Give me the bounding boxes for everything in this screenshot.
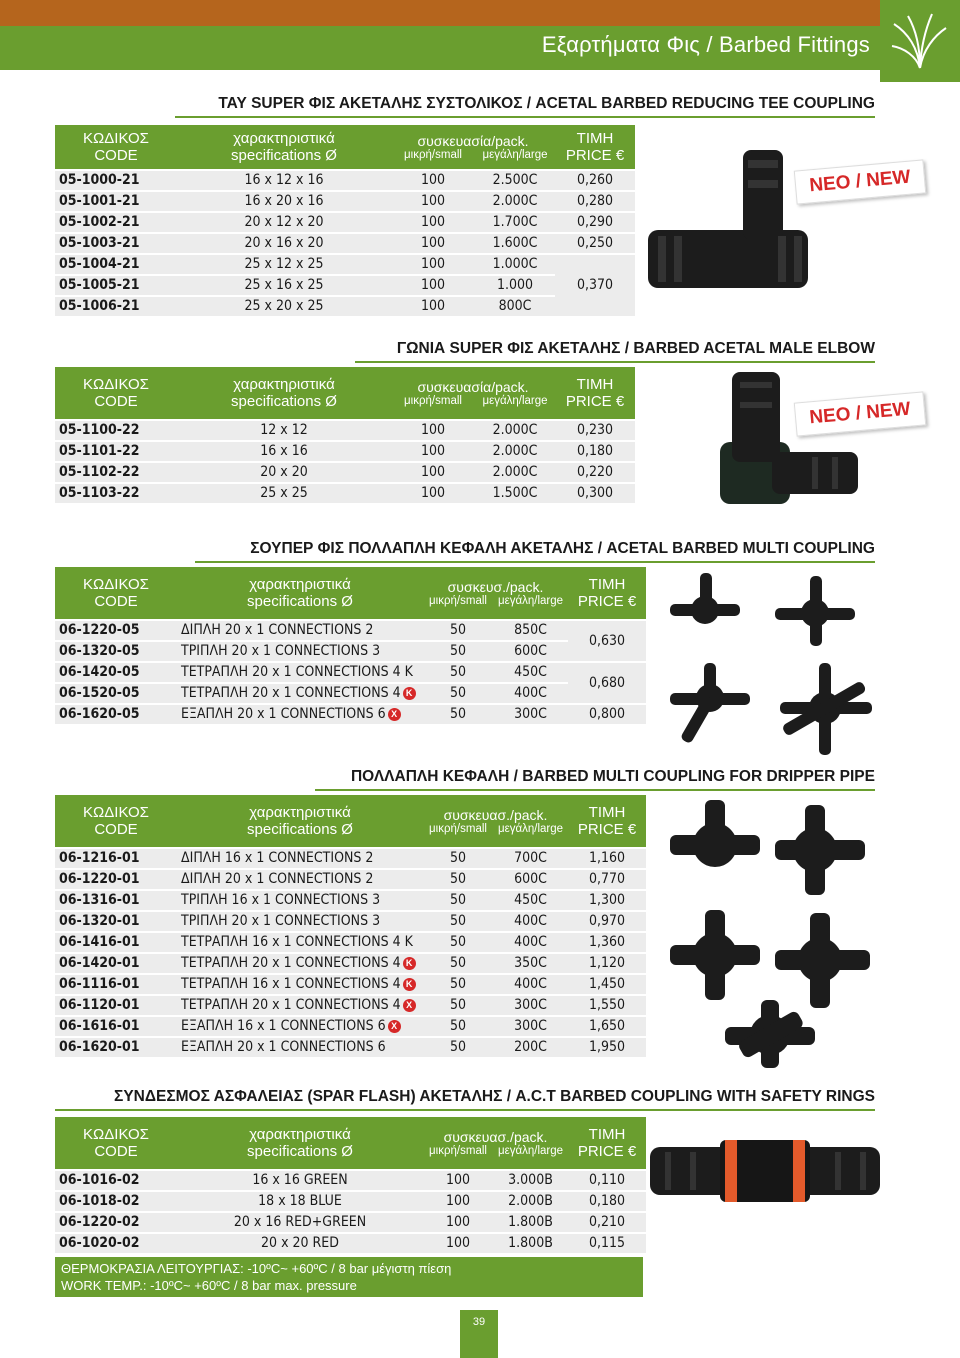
table-row: 06-1420-05 ΤΕΤΡΑΠΛΗ 20 x 1 CONNECTIONS 4 Κ 50 450C 0,680	[55, 663, 646, 682]
table-header-row	[55, 795, 646, 847]
table-row: 06-1116-01 ΤΕΤΡΑΠΛΗ 16 x 1 CONNECTIONS 4 K 50 400C 1,450	[55, 975, 646, 994]
section-title: ΓΩΝΙΑ SUPER ΦΙΣ ΑΚΕΤΑΛΗΣ / BARBED ACETAL MALE ELBOW	[396, 340, 875, 357]
table-row: 05-1101-22 16 x 16 100 2.000C 0,180	[55, 442, 635, 461]
safety-ring-coupling-image	[650, 1122, 890, 1217]
header-code: ΚΩΔΙΚΟΣ CODE	[55, 795, 177, 847]
section-title: ΤΑΥ SUPER ΦΙΣ ΑΚΕΤΑΛΗΣ ΣΥΣΤΟΛΙΚΟΣ / ACETAL BARBED REDUCING TEE COUPLING	[218, 95, 875, 112]
section-rule	[55, 1109, 875, 1111]
brand-logo	[880, 0, 960, 82]
header-spec: χαρακτηριστικά specifications Ø	[177, 795, 423, 847]
section-rule	[195, 561, 875, 563]
header-price: ΤΙΜΗ PRICE €	[568, 1117, 646, 1169]
header-spec: χαρακτηριστικά specifications Ø	[177, 567, 423, 619]
header-price: ΤΙΜΗ PRICE €	[555, 125, 635, 169]
header-pack: συσκευασ./pack. μικρή/small μεγάλη/large	[423, 1117, 568, 1169]
section-title: ΠΟΛΛΑΠΛΗ ΚΕΦΑΛΗ / BARBED MULTI COUPLING FOR DRIPPER PIPE	[350, 768, 875, 785]
table-row: 06-1620-05 ΕΞΑΠΛΗ 20 x 1 CONNECTIONS 6 X 50 300C 0,800	[55, 705, 646, 724]
table-row: 06-1316-01 ΤΡΙΠΛΗ 16 x 1 CONNECTIONS 3 50 450C 1,300	[55, 891, 646, 910]
table-row: 06-1220-01 ΔΙΠΛΗ 20 x 1 CONNECTIONS 2 50 600C 0,770	[55, 870, 646, 889]
product-table	[55, 793, 646, 1059]
operating-conditions-note	[55, 1257, 643, 1297]
table-row: 05-1005-21 25 x 16 x 25 100 1.000	[55, 276, 635, 295]
table-row: 06-1420-01 ΤΕΤΡΑΠΛΗ 20 x 1 CONNECTIONS 4 K 50 350C 1,120	[55, 954, 646, 973]
note-line-greek: ΘΕΡΜΟΚΡΑΣΙΑ ΛΕΙΤΟΥΡΓΙΑΣ: -10ºC~ +60ºC / 8 bar μέγιστη πίεση	[61, 1261, 452, 1276]
table-row: 06-1120-01 ΤΕΤΡΑΠΛΗ 20 x 1 CONNECTIONS 4 X 50 300C 1,550	[55, 996, 646, 1015]
k-badge-icon: K	[403, 978, 416, 991]
table-row: 05-1103-22 25 x 25 100 1.500C 0,300	[55, 484, 635, 503]
table-row: 06-1018-02 18 x 18 BLUE 100 2.000B 0,180	[55, 1192, 646, 1211]
header-spec: χαρακτηριστικά specifications Ø	[177, 125, 391, 169]
product-table	[55, 123, 635, 318]
k-badge-icon: K	[403, 957, 416, 970]
table-row: 06-1416-01 ΤΕΤΡΑΠΛΗ 16 x 1 CONNECTIONS 4 Κ 50 400C 1,360	[55, 933, 646, 952]
page-number: 39	[460, 1310, 498, 1358]
table-row: 05-1006-21 25 x 20 x 25 100 800C	[55, 297, 635, 316]
table-row: 05-1004-21 25 x 12 x 25 100 1.000C 0,370	[55, 255, 635, 274]
section-rule	[175, 116, 875, 118]
title-bar	[0, 26, 880, 70]
section-title: ΣΟΥΠΕΡ ΦΙΣ ΠΟΛΛΑΠΛΗ ΚΕΦΑΛΗ ΑΚΕΤΑΛΗΣ / ACETAL BARBED MULTI COUPLING	[250, 540, 875, 557]
header-spec: χαρακτηριστικά specifications Ø	[177, 367, 391, 419]
table-row: 05-1003-21 20 x 16 x 20 100 1.600C 0,250	[55, 234, 635, 253]
header-price: ΤΙΜΗ PRICE €	[568, 795, 646, 847]
table-row: 06-1016-02 16 x 16 GREEN 100 3.000B 0,110	[55, 1171, 646, 1190]
table-header-row	[55, 125, 635, 169]
top-brown-bar	[0, 0, 880, 26]
header-price: ΤΙΜΗ PRICE €	[568, 567, 646, 619]
table-row: 05-1100-22 12 x 12 100 2.000C 0,230	[55, 421, 635, 440]
table-row: 06-1620-01 ΕΞΑΠΛΗ 20 x 1 CONNECTIONS 6 50 200C 1,950	[55, 1038, 646, 1057]
section-rule	[315, 789, 875, 791]
table-row: 05-1102-22 20 x 20 100 2.000C 0,220	[55, 463, 635, 482]
product-table	[55, 365, 635, 505]
table-header-row	[55, 1117, 646, 1169]
section-rule	[355, 361, 875, 363]
page-title: Εξαρτήματα Φις / Barbed Fittings	[541, 32, 870, 57]
x-badge-icon: X	[403, 999, 416, 1012]
header-price: ΤΙΜΗ PRICE €	[555, 367, 635, 419]
grass-logo-icon	[888, 8, 952, 72]
table-row: 06-1020-02 20 x 20 RED 100 1.800B 0,115	[55, 1234, 646, 1253]
table-row: 06-1616-01 ΕΞΑΠΛΗ 16 x 1 CONNECTIONS 6 X 50 300C 1,650	[55, 1017, 646, 1036]
table-row: 05-1002-21 20 x 12 x 20 100 1.700C 0,290	[55, 213, 635, 232]
table-row: 06-1220-05 ΔΙΠΛΗ 20 x 1 CONNECTIONS 2 50 850C 0,630	[55, 621, 646, 640]
x-badge-icon: X	[388, 708, 401, 721]
multi-coupling-image	[660, 568, 880, 758]
section-title: ΣΥΝΔΕΣΜΟΣ ΑΣΦΑΛΕΙΑΣ (SPAR FLASH) ΑΚΕΤΑΛΗΣ / A.C.T BARBED COUPLING WITH SAFETY RINGS	[114, 1088, 875, 1105]
table-header-row	[55, 367, 635, 419]
new-badge: ΝΕΟ / NEW	[794, 159, 926, 204]
header-code: ΚΩΔΙΚΟΣ CODE	[55, 125, 177, 169]
header-pack: συσκευσ./pack. μικρή/small μεγάλη/large	[423, 567, 568, 619]
table-row: 05-1000-21 16 x 12 x 16 100 2.500C 0,260	[55, 171, 635, 190]
product-table	[55, 1115, 646, 1255]
product-table	[55, 565, 646, 726]
tee-coupling-image	[648, 140, 808, 320]
header-pack: συσκευασία/pack. μικρή/small μεγάλη/large	[391, 367, 555, 419]
dripper-multi-coupling-image	[660, 795, 880, 1070]
k-badge-icon: K	[403, 687, 416, 700]
x-badge-icon: X	[388, 1020, 401, 1033]
table-row: 06-1320-01 ΤΡΙΠΛΗ 20 x 1 CONNECTIONS 3 50 400C 0,970	[55, 912, 646, 931]
new-badge: ΝΕΟ / NEW	[794, 391, 926, 436]
header-spec: χαρακτηριστικά specifications Ø	[177, 1117, 423, 1169]
note-line-english: WORK TEMP.: -10ºC~ +60ºC / 8 bar max. pressure	[61, 1278, 357, 1293]
header-code: ΚΩΔΙΚΟΣ CODE	[55, 567, 177, 619]
table-row: 06-1220-02 20 x 16 RED+GREEN 100 1.800B 0,210	[55, 1213, 646, 1232]
table-row: 06-1520-05 ΤΕΤΡΑΠΛΗ 20 x 1 CONNECTIONS 4 K 50 400C	[55, 684, 646, 703]
table-row: 05-1001-21 16 x 20 x 16 100 2.000C 0,280	[55, 192, 635, 211]
table-row: 06-1320-05 ΤΡΙΠΛΗ 20 x 1 CONNECTIONS 3 50 600C	[55, 642, 646, 661]
table-header-row	[55, 567, 646, 619]
header-code: ΚΩΔΙΚΟΣ CODE	[55, 367, 177, 419]
table-row: 06-1216-01 ΔΙΠΛΗ 16 x 1 CONNECTIONS 2 50 700C 1,160	[55, 849, 646, 868]
header-code: ΚΩΔΙΚΟΣ CODE	[55, 1117, 177, 1169]
header-pack: συσκευασ./pack. μικρή/small μεγάλη/large	[423, 795, 568, 847]
header-pack: συσκευασία/pack. μικρή/small μεγάλη/large	[391, 125, 555, 169]
elbow-image	[712, 372, 862, 512]
